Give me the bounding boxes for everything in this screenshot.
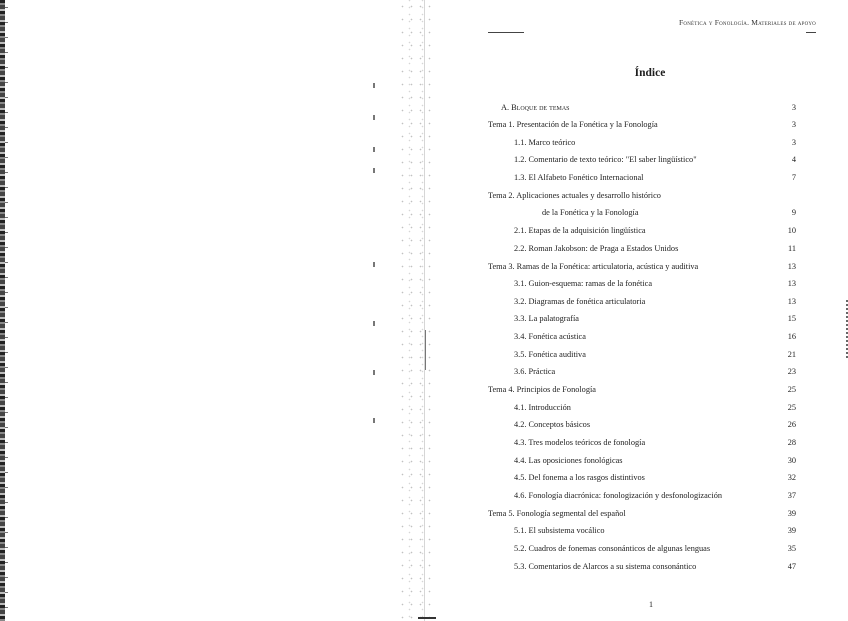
scan-speck <box>373 321 375 326</box>
page-number: 1 <box>649 600 653 609</box>
toc-entry-page: 15 <box>787 314 796 323</box>
toc-entry-text: 1.3. El Alfabeto Fonético Internacional <box>514 173 644 182</box>
toc-entry-text: Tema 2. Aplicaciones actuales y desarrollo histórico <box>488 191 661 200</box>
toc-entry-page: 23 <box>787 367 796 376</box>
toc-entry-page: 13 <box>787 262 796 271</box>
toc-entry-text: A. Bloque de temas <box>501 103 570 112</box>
toc-entry-page: 11 <box>788 244 796 253</box>
gutter-line <box>424 0 425 621</box>
scan-speck <box>425 330 426 370</box>
scan-speck <box>373 83 375 88</box>
toc-entry-text: 5.3. Comentarios de Alarcos a su sistema consonántico <box>514 562 697 571</box>
scan-speck <box>373 262 375 267</box>
toc-entry-text: Tema 1. Presentación de la Fonética y la Fonología <box>488 120 658 129</box>
scan-bottom-mark <box>418 617 436 619</box>
toc-entry-text: Tema 5. Fonología segmental del español <box>488 509 626 518</box>
toc-entry-text: 3.3. La palatografía <box>514 314 579 323</box>
toc-entry-text: Tema 3. Ramas de la Fonética: articulatoria, acústica y auditiva <box>488 262 699 271</box>
scan-speck <box>373 370 375 375</box>
toc-entry-text: 3.4. Fonética acústica <box>514 332 586 341</box>
header-rule-left <box>488 32 524 33</box>
toc-entry-page: 13 <box>787 297 796 306</box>
toc-entry-page: 47 <box>787 562 796 571</box>
scan-speck <box>373 147 375 152</box>
running-head: Fonética y Fonología. Materiales de apoyo <box>679 18 816 27</box>
header-rule-right <box>806 32 816 33</box>
toc-entry-page: 32 <box>787 473 796 482</box>
toc-entry-text: Tema 4. Principios de Fonología <box>488 385 596 394</box>
scan-speck <box>373 115 375 120</box>
toc-entry-page: 35 <box>787 544 796 553</box>
toc-entry-text: 2.2. Roman Jakobson: de Praga a Estados Unidos <box>514 244 679 253</box>
toc-entry-text: 3.5. Fonética auditiva <box>514 350 586 359</box>
toc-entry-page: 25 <box>787 385 796 394</box>
scan-speck <box>373 168 375 173</box>
page-title: Índice <box>634 67 666 79</box>
toc-entry-page: 25 <box>787 403 796 412</box>
toc-entry-page: 21 <box>787 350 796 359</box>
toc-entry-text: de la Fonética y la Fonología <box>542 208 639 217</box>
page-gutter <box>398 0 432 621</box>
toc-entry-page: 39 <box>787 509 796 518</box>
toc-entry-text: 4.3. Tres modelos teóricos de fonología <box>514 438 646 447</box>
toc-entry-page: 30 <box>787 456 796 465</box>
toc-entry-page: 28 <box>787 438 796 447</box>
toc-entry-text: 4.5. Del fonema a los rasgos distintivos <box>514 473 645 482</box>
toc-entry-page: 9 <box>791 208 796 217</box>
toc-entry-text: 2.1. Etapas de la adquisición lingüística <box>514 226 646 235</box>
toc-entry-page: 3 <box>791 138 796 147</box>
toc-entry-page: 4 <box>791 155 796 164</box>
toc-entry-text: 1.2. Comentario de texto teórico: "El saber lingüístico" <box>514 155 697 164</box>
toc-entry-page: 7 <box>791 173 796 182</box>
toc-entry-page: 13 <box>787 279 796 288</box>
toc-entry-text: 5.1. El subsistema vocálico <box>514 526 605 535</box>
toc-entry-page: 3 <box>791 120 796 129</box>
toc-entry-text: 5.2. Cuadros de fonemas consonánticos de algunas lenguas <box>514 544 711 553</box>
toc-entry-text: 4.1. Introducción <box>514 403 571 412</box>
toc-entry-page: 39 <box>787 526 796 535</box>
toc-entry-text: 1.1. Marco teórico <box>514 138 576 147</box>
scan-speck <box>373 418 375 423</box>
toc-entry-text: 4.2. Conceptos básicos <box>514 420 591 429</box>
scan-edge-left-shadow <box>5 0 8 621</box>
toc-entry-text: 3.1. Guion-esquema: ramas de la fonética <box>514 279 653 288</box>
toc-entry-page: 26 <box>787 420 796 429</box>
toc-entry-text: 4.6. Fonología diacrónica: fonologización y desfonologización <box>514 491 723 500</box>
toc-entry-page: 10 <box>787 226 796 235</box>
toc-entry-text: 3.2. Diagramas de fonética articulatoria <box>514 297 646 306</box>
toc-entry-page: 3 <box>791 103 796 112</box>
toc-entry-text: 3.6. Práctica <box>514 367 556 376</box>
toc-entry-page: 37 <box>787 491 796 500</box>
toc-entry-page: 16 <box>787 332 796 341</box>
toc-entry-text: 4.4. Las oposiciones fonológicas <box>514 456 623 465</box>
